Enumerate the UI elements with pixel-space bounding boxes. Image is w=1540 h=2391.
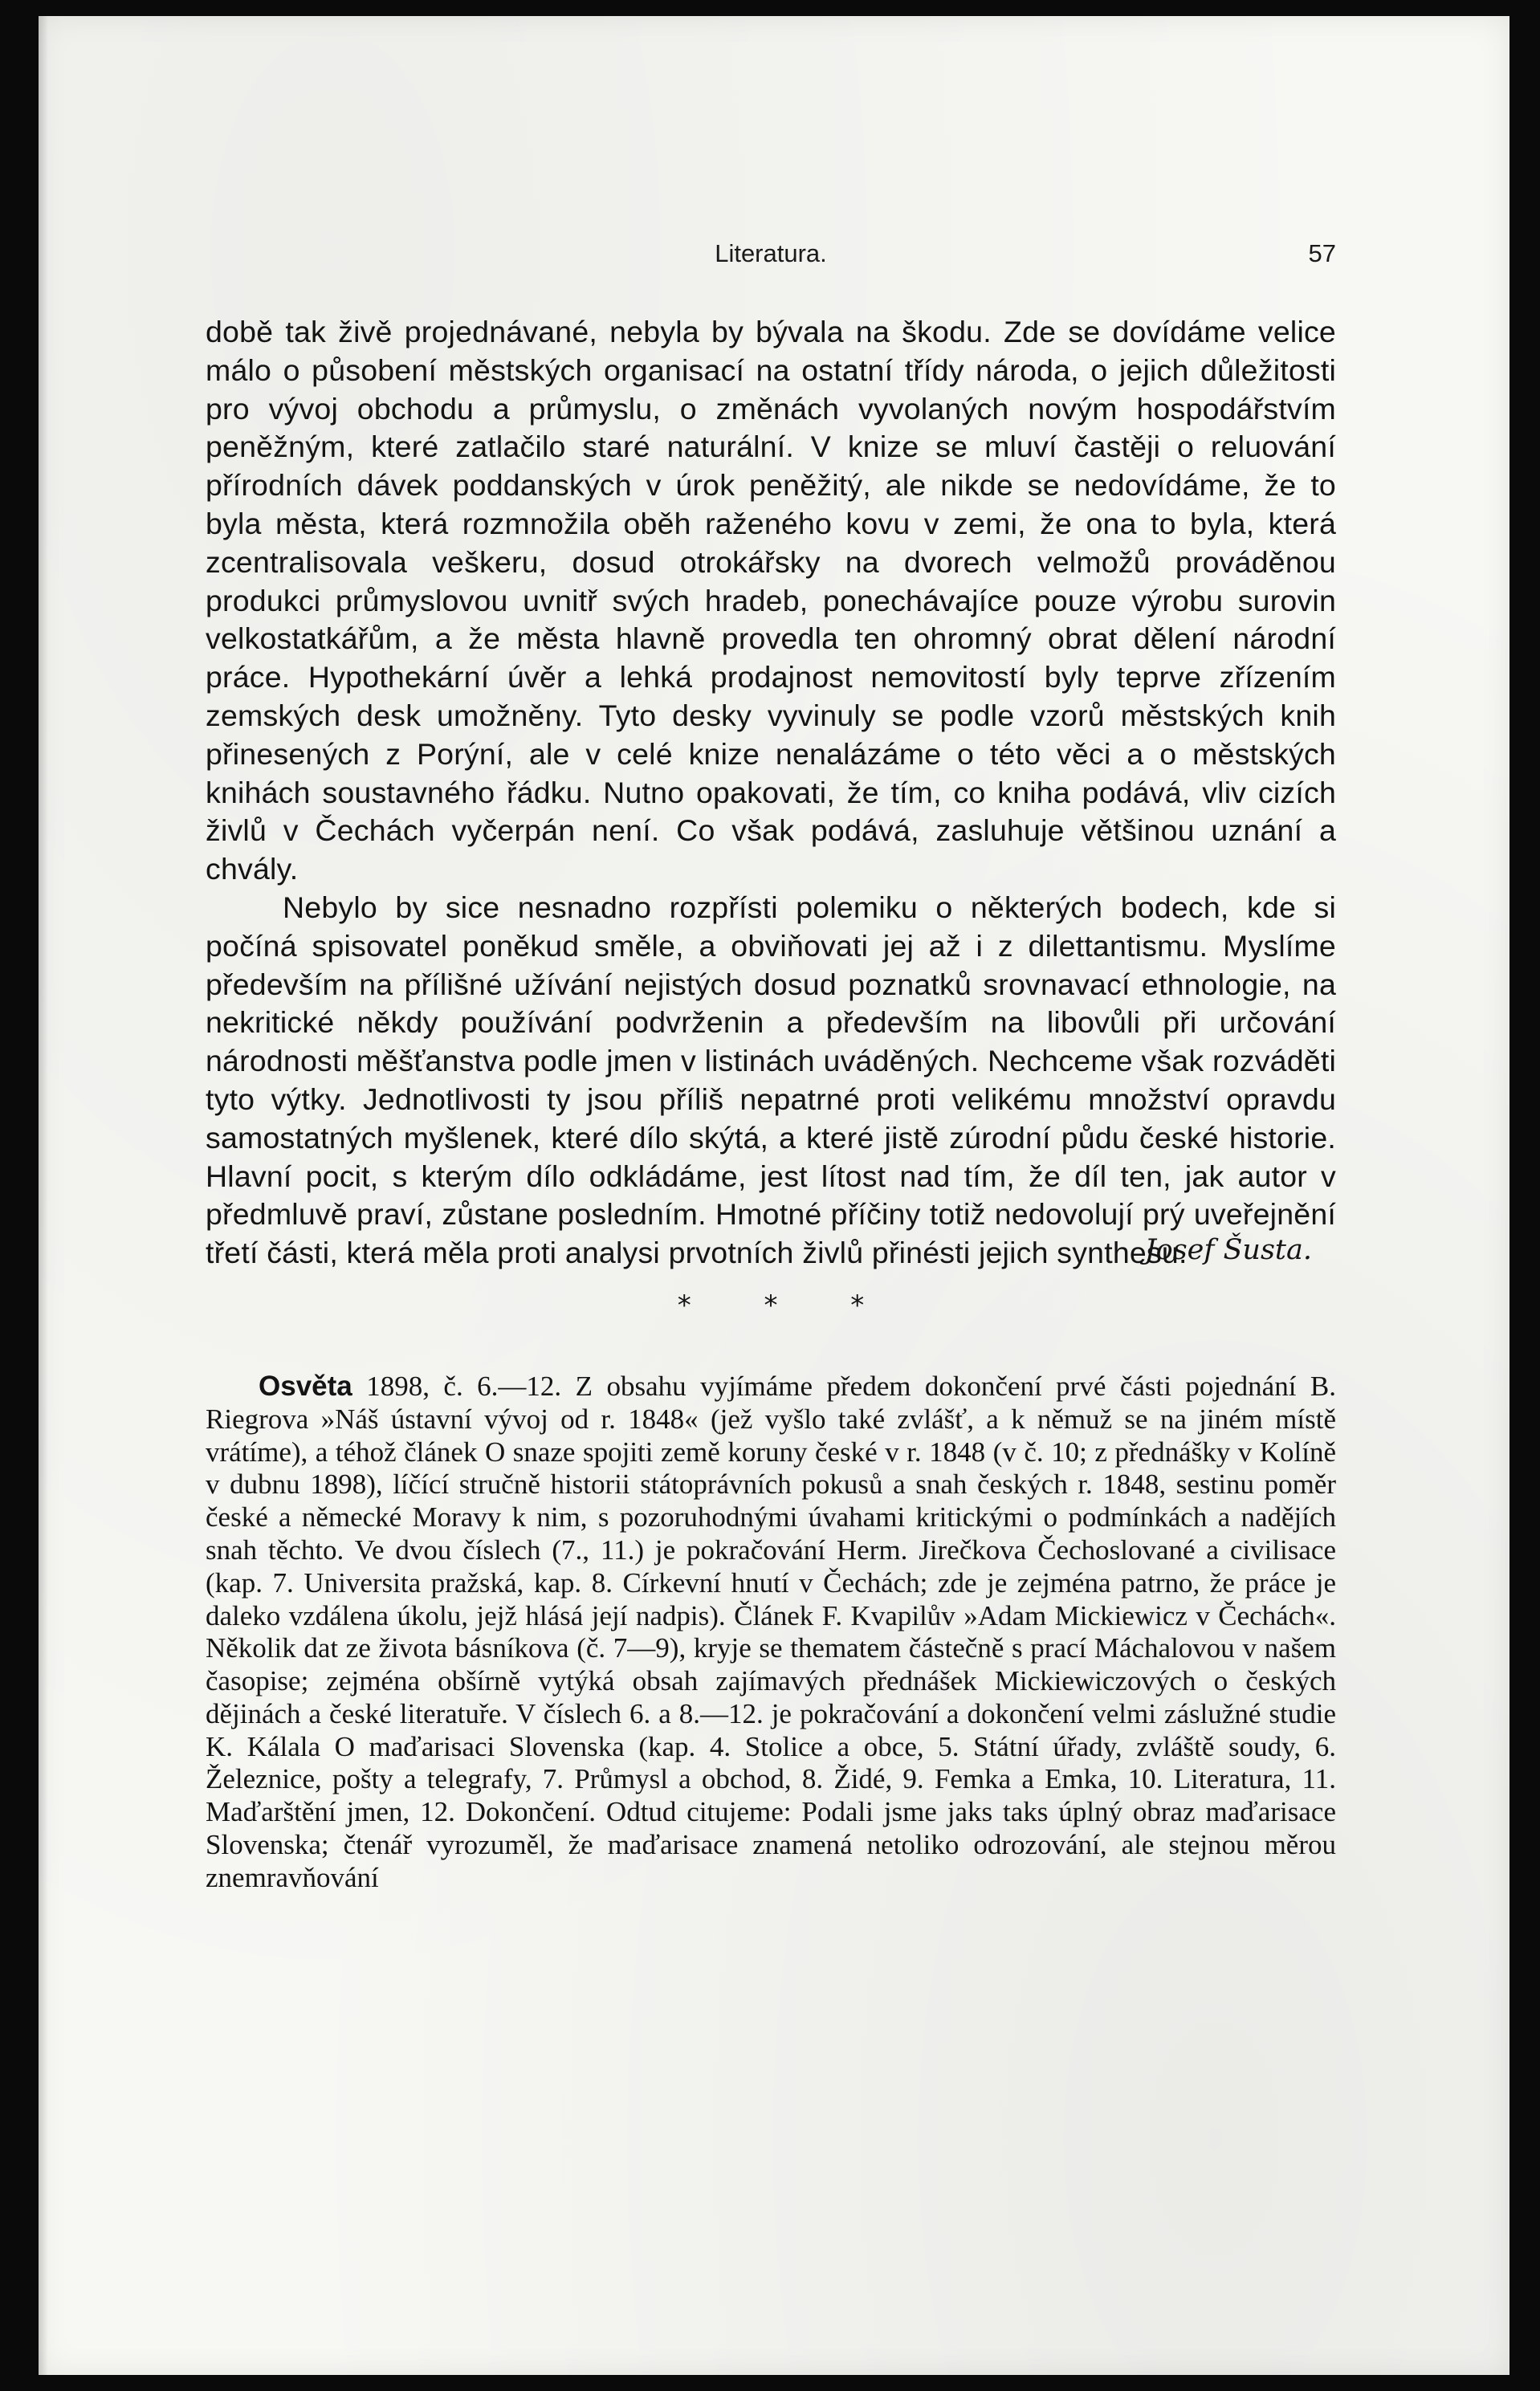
paragraph: Nebylo by sice nesnadno rozpřísti polemiku o některých bodech, kde si počíná spisovatel poněkud směle, a obviňovati jej až i z dilettantismu. Myslíme především na přílišné užívání nejistých dosud poznatků srovnavací ethnologie, na nekritické někdy používání podvrženin a především na libovůli při určování národnosti měšťanstva podle jmen v listinách uváděných. Nechceme však rozváděti tyto výtky. Jednotlivosti ty jsou příliš nepatrné proti velikému množství opravdu samostatných myšlenek, které dílo skýtá, a které jistě zúrodní půdu české historie. Hlavní pocit, s kterým dílo odkládáme, jest lítost nad tím, že díl ten, jak autor v předmluvě praví, zůstane posledním. Hmotné příčiny totiž nedovolují prý uveřejnění třetí části, která měla proti analysi prvotních živlů přinésti jejich synthesu. [206,890,1336,1270]
journal-name: Osvěta [259,1370,352,1402]
section-separator: * * * [677,1289,897,1322]
running-title: Literatura. [715,239,827,267]
page-gutter-shadow [39,16,48,2375]
author-signature: Josef Šusta. [1144,1233,1312,1266]
paragraph: době tak živě projednávané, nebyla by bývala na škodu. Zde se dovídáme velice málo o působení městských organisací na ostatní třídy národa, o jejich důležitosti pro vývoj obchodu a průmyslu, o změnách vyvolaných novým hospodářstvím peněžným, které zatlačilo staré naturální. V knize se mluví častěji o reluování přírodních dávek poddanských v úrok peněžitý, ale nikde se nedovídáme, že to byla města, která rozmnožila oběh raženého kovu v zemi, že ona to byla, která zcentralisovala veškeru, dosud otrokářsky na dvorech velmožů prováděnou produkci průmyslovou uvnitř svých hradeb, ponechávajíce pouze výrobu surovin velkostatkářům, a že města hlavně provedla ten ohromný obrat dělení národní práce. Hypothekární úvěr a lehká prodajnost nemovitostí byly teprve zřízením zemských desk umožněny. Tyto desky vyvinuly se podle vzorů městských knih přinesených z Porýní, ale v celé knize nenalázáme o této věci a o městských knihách soustavného řádku. Nutno opakovati, že tím, co kniha podává, vliv cizích živlů v Čechách vyčerpán není. Co však podává, zasluhuje většinou uznání a chvály. [206,315,1336,886]
running-head [206,239,1336,279]
page-number: 57 [1308,239,1336,267]
review-text: 1898, č. 6.—12. Z obsahu vyjímáme předem dokončení prvé části pojednání B. Riegrova »Náš ústavní vývoj od r. 1848« (jež vyšlo také zvlášť, a k němuž se na jiném místě vrátíme), a téhož článek O snaze spojiti země koruny české v r. 1848 (v č. 10; z přednášky v Kolíně v dubnu 1898), líčící stručně historii státoprávních pokusů a snah českých r. 1848, sestinu poměr české a německé Moravy k nim, s pozoruhodnými úvahami kritickými o podmínkách a nadějích snah těchto. Ve dvou číslech (7., 11.) je pokračování Herm. Jirečkova Čechoslované a civilisace (kap. 7. Universita pražská, kap. 8. Církevní hnutí v Čechách; zde je zejména patrno, že práce je daleko vzdálena úkolu, jejž hlásá její nadpis). Článek F. Kvapilův »Adam Mickiewicz v Čechách«. Několik dat ze života básníkova (č. 7—9), kryje se thematem částečně s prací Máchalovou v našem časopise; zejména obšírně vytýká obsah zajímavých přednášek Mickiewiczových o českých dějinách a české literatuře. V číslech 6. a 8.—12. je pokračování a dokončení velmi záslužné studie K. Kálala O maďarisaci Slovenska (kap. 4. Stolice a obce, 5. Státní úřady, zvláště soudy, 6. Železnice, pošty a telegrafy, 7. Průmysl a obchod, 8. Židé, 9. Femka a Emka, 10. Literatura, 11. Maďarštění jmen, 12. Dokončení. Odtud citujeme: Podali jsme jaks taks úplný obraz maďarisace Slovenska; čtenář vyrozuměl, že maďarisace znamená netoliko odrozování, ale stejnou měrou znemravňování [206,1370,1336,1893]
journal-review [206,1371,1336,1895]
body-text [206,313,1336,1923]
